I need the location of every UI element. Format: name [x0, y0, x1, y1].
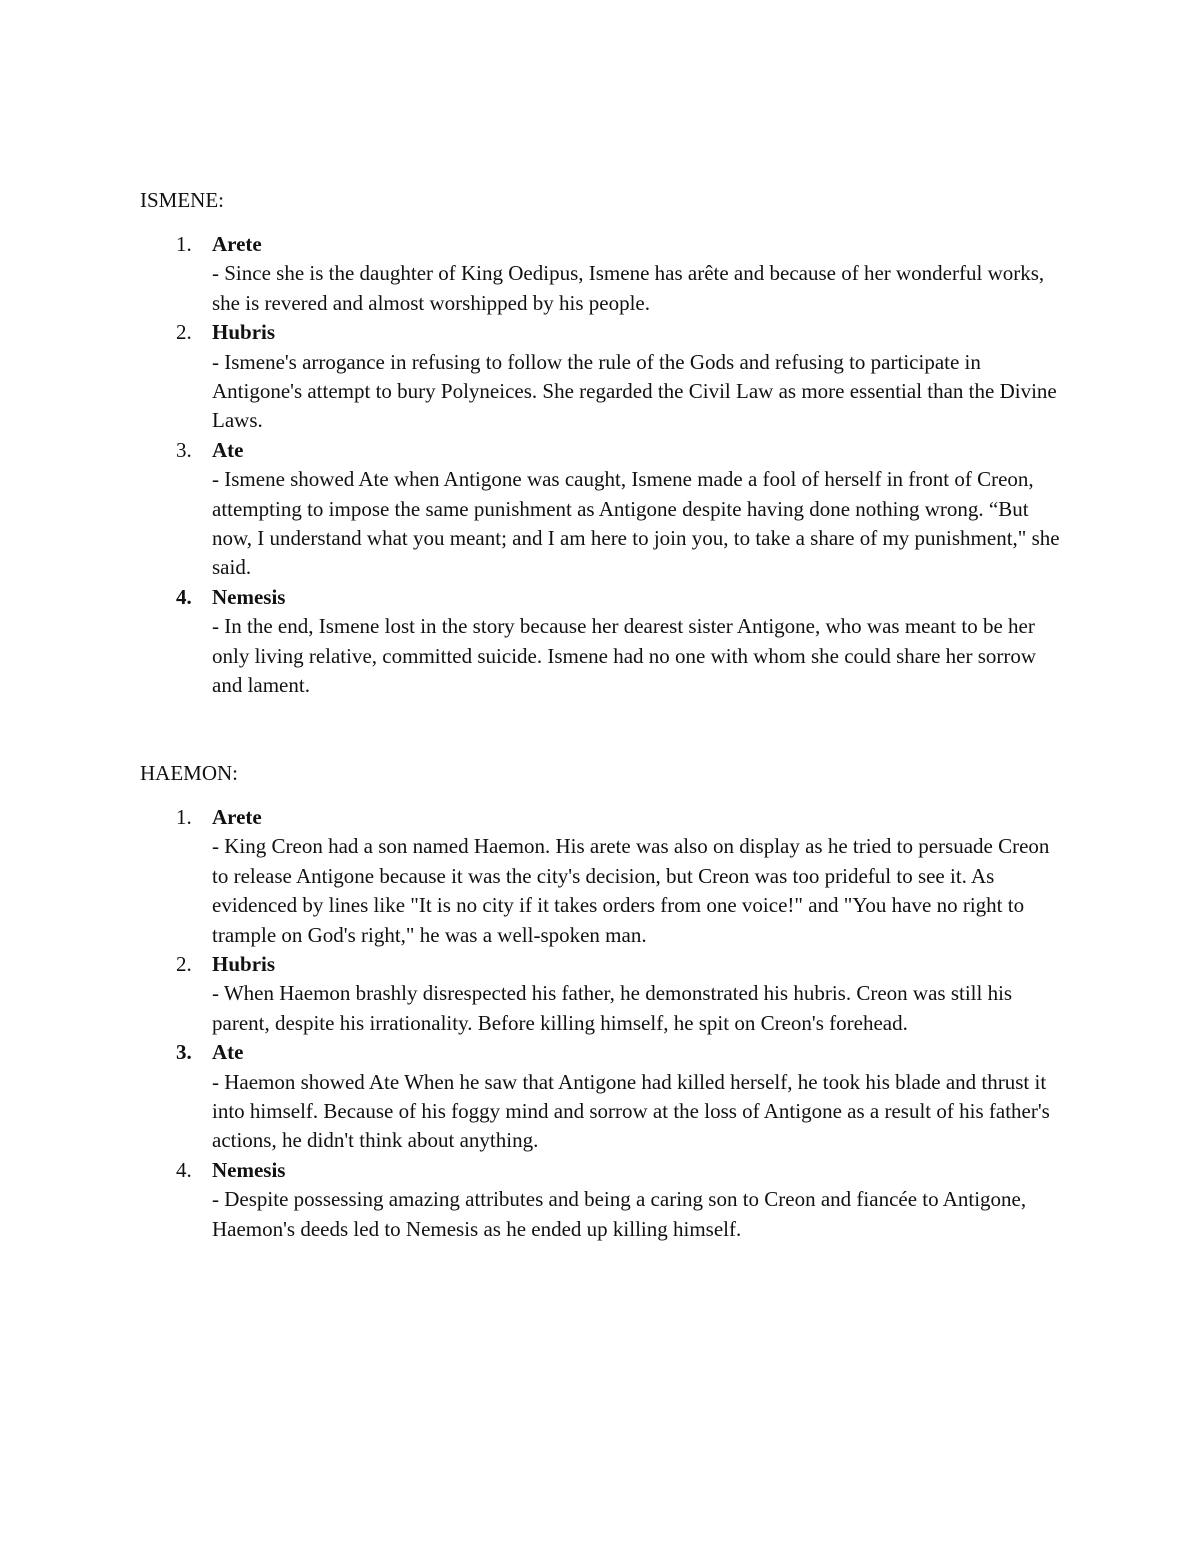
trait-list: [140, 803, 1060, 1244]
trait-name: Hubris: [212, 952, 276, 977]
section-haemon: [140, 759, 1060, 1244]
trait-name: Ate: [212, 437, 244, 462]
trait-item: [140, 230, 1060, 318]
trait-item: [140, 1038, 1060, 1156]
trait-item: [140, 803, 1060, 950]
trait-item: [140, 583, 1060, 701]
trait-number: 3.: [176, 1040, 192, 1065]
trait-name: Nemesis: [212, 1157, 286, 1182]
trait-number: 2.: [176, 320, 192, 345]
trait-item: [140, 436, 1060, 583]
trait-name: Hubris: [212, 320, 276, 345]
trait-number: 3.: [176, 437, 192, 462]
trait-name: Ate: [212, 1040, 244, 1065]
section-title: ISMENE:: [140, 188, 224, 212]
trait-number: 1.: [176, 805, 192, 829]
trait-description: - When Haemon brashly disrespected his father, he demonstrated his hubris. Creon was still his parent, despite his irrationality. Before killing himself, he spit on Creon's forehead.: [212, 981, 1013, 1035]
trait-description: - Haemon showed Ate When he saw that Antigone had killed herself, he took his blade and thrust it into himself. Because of his foggy mind and sorrow at the loss of Antigone as a result of his father's actions, he didn't think about anything.: [212, 1069, 1050, 1153]
trait-description: - Ismene's arrogance in refusing to follow the rule of the Gods and refusing to participate in Antigone's attempt to bury Polyneices. She regarded the Civil Law as more essential than the Divine Laws.: [212, 349, 1057, 433]
trait-number: 4.: [176, 1157, 192, 1182]
section-title: HAEMON:: [140, 761, 238, 785]
trait-item: [140, 1156, 1060, 1244]
trait-description: - Despite possessing amazing attributes and being a caring son to Creon and fiancée to Antigone, Haemon's deeds led to Nemesis as he ended up killing himself.: [212, 1187, 1027, 1241]
section-ismene: [140, 186, 1060, 701]
trait-item: [140, 318, 1060, 436]
trait-number: 1.: [176, 232, 192, 256]
trait-description: - King Creon had a son named Haemon. His arete was also on display as he tried to persuade Creon to release Antigone because it was the city's decision, but Creon was too prideful to see it. As evidenced by lines like "It is no city if it takes orders from one voice!" and "You have no right to trample on God's right," he was a well-spoken man.: [212, 834, 1050, 947]
trait-description: - In the end, Ismene lost in the story because her dearest sister Antigone, who was meant to be her only living relative, committed suicide. Ismene had no one with whom she could share her sorrow and lament.: [212, 614, 1037, 698]
trait-name: Arete: [212, 232, 262, 256]
trait-description: - Since she is the daughter of King Oedipus, Ismene has arête and because of her wonderful works, she is revered and almost worshipped by his people.: [212, 261, 1045, 315]
trait-item: [140, 950, 1060, 1038]
trait-number: 2.: [176, 952, 192, 977]
trait-name: Arete: [212, 805, 262, 829]
trait-description: - Ismene showed Ate when Antigone was caught, Ismene made a fool of herself in front of Creon, attempting to impose the same punishment as Antigone despite having done nothing wrong. “But now, I understand what you meant; and I am here to join you, to take a share of my punishment," she said.: [212, 467, 1060, 580]
trait-name: Nemesis: [212, 584, 286, 609]
trait-list: [140, 230, 1060, 701]
trait-number: 4.: [176, 584, 192, 609]
